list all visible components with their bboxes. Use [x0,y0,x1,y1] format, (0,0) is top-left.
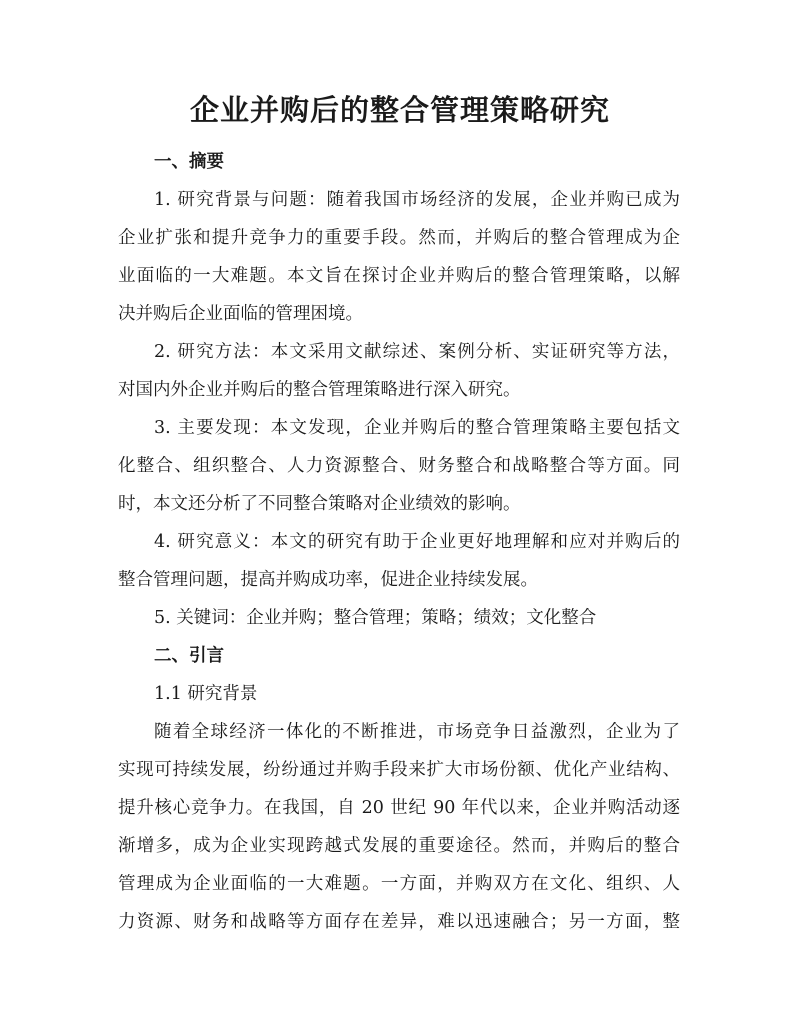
abstract-item-2 [118,333,680,409]
paragraph-line: 实现可持续发展，纷纷通过并购手段来扩大市场份额、优化产业结构、 [118,760,680,780]
abstract-item-1 [118,181,680,333]
intro-paragraph [118,713,680,941]
document-title: 企业并购后的整合管理策略研究 [189,93,610,127]
paragraph-line: 2. 研究方法：本文采用文献综述、案例分析、实证研究等方法， [154,342,680,362]
paragraph-line: 决并购后企业面临的管理困境。 [118,304,363,324]
paragraph-line: 业面临的一大难题。本文旨在探讨企业并购后的整合管理策略，以解 [118,266,680,286]
subsection-heading: 1.1 研究背景 [154,684,258,704]
paragraph-line: 企业扩张和提升竞争力的重要手段。然而，并购后的整合管理成为企 [118,228,680,248]
abstract-item-4 [118,523,680,599]
paragraph-line: 随着全球经济一体化的不断推进，市场竞争日益激烈，企业为了 [154,722,680,742]
abstract-item-5 [118,599,680,637]
paragraph-line: 4. 研究意义：本文的研究有助于企业更好地理解和应对并购后的 [154,532,680,552]
abstract-item-3 [118,409,680,523]
document-body [118,143,680,941]
paragraph-line: 化整合、组织整合、人力资源整合、财务整合和战略整合等方面。同 [118,456,680,476]
paragraph-line: 5. 关键词：企业并购；整合管理；策略；绩效；文化整合 [154,608,597,628]
paragraph-line: 3. 主要发现：本文发现，企业并购后的整合管理策略主要包括文 [154,418,680,438]
paragraph-line: 管理成为企业面临的一大难题。一方面，并购双方在文化、组织、人 [118,874,680,894]
paragraph-line: 力资源、财务和战略等方面存在差异，难以迅速融合；另一方面，整 [118,912,680,932]
paragraph-line: 对国内外企业并购后的整合管理策略进行深入研究。 [118,380,521,400]
paragraph-line: 整合管理问题，提高并购成功率，促进企业持续发展。 [118,570,538,590]
paragraph-line: 提升核心竞争力。在我国，自 20 世纪 90 年代以来，企业并购活动逐 [118,798,680,818]
paragraph-line: 渐增多，成为企业实现跨越式发展的重要途径。然而，并购后的整合 [118,836,680,856]
section-heading-intro: 二、引言 [154,646,224,666]
section-heading-abstract: 一、摘要 [154,152,224,172]
paragraph-line: 1. 研究背景与问题：随着我国市场经济的发展，企业并购已成为 [154,190,680,210]
paragraph-line: 时，本文还分析了不同整合策略对企业绩效的影响。 [118,494,521,514]
